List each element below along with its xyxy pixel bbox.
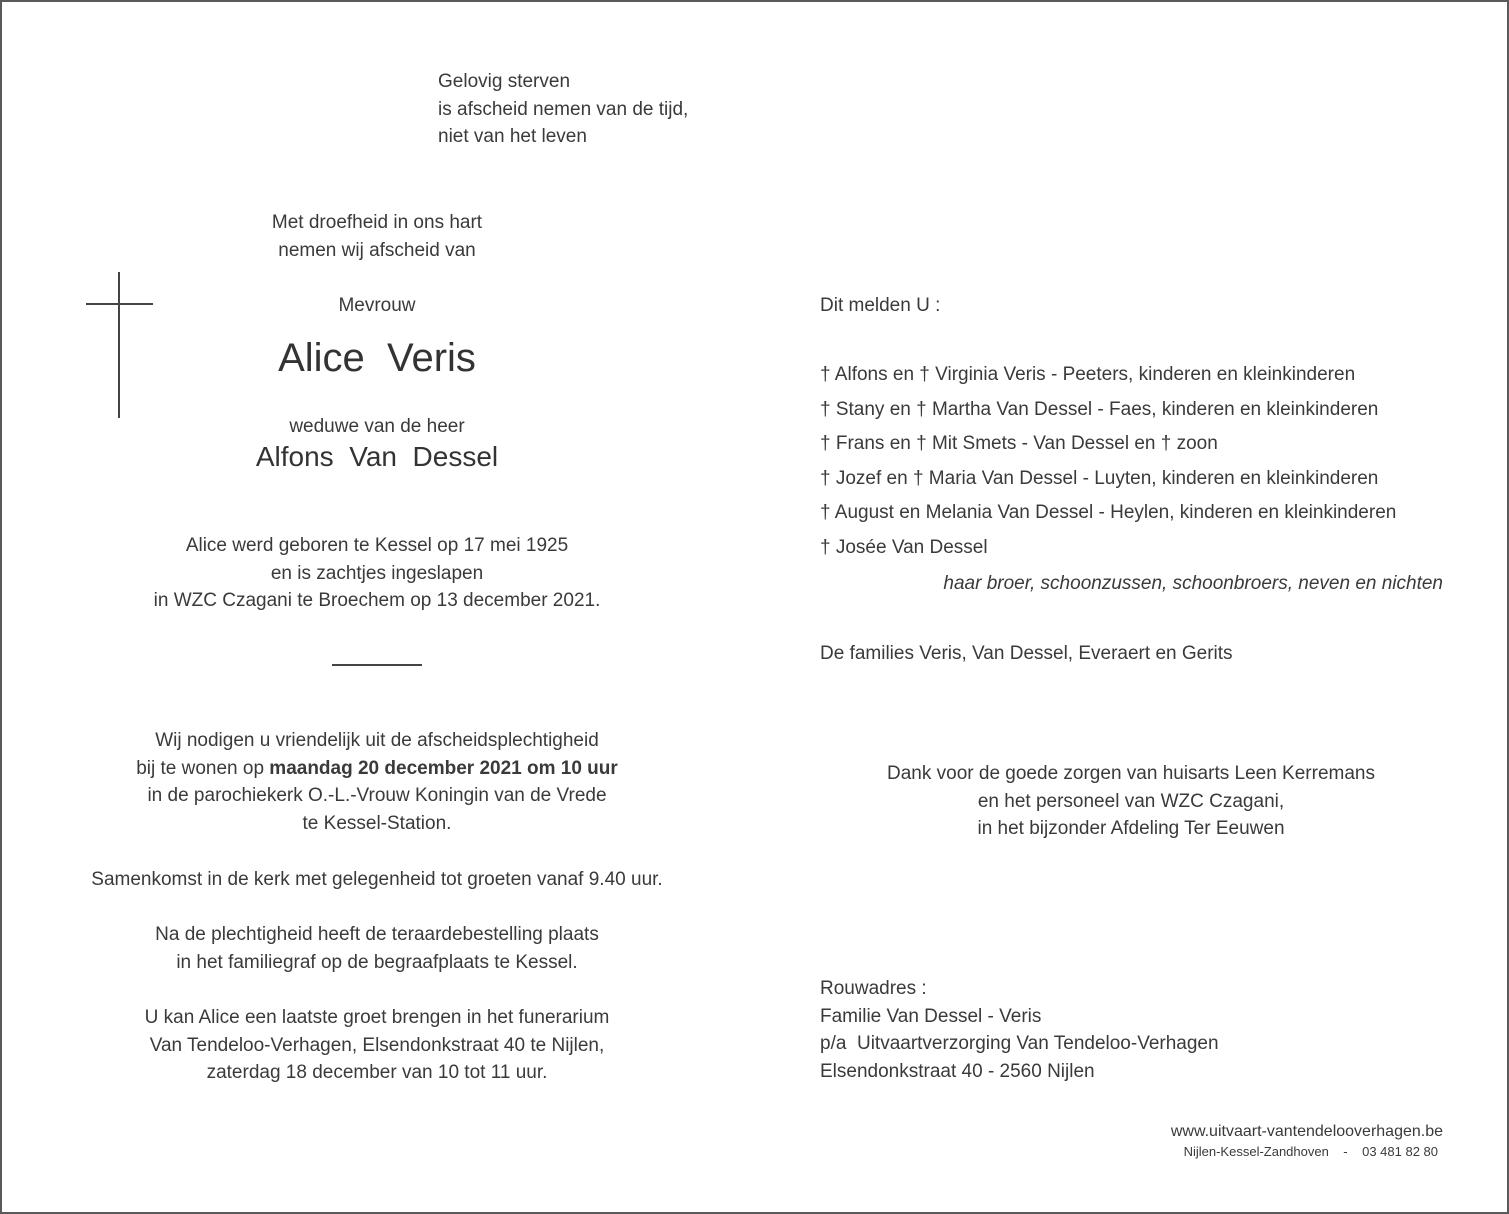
family-list: [820, 358, 1396, 566]
website-link[interactable]: www.uitvaart-vantendelooverhagen.be: [1170, 1123, 1443, 1140]
deceased-name-text: Alice Veris: [278, 336, 476, 380]
thanks-line: Dank voor de goede zorgen van huisarts Leen Kerremans: [887, 763, 1375, 784]
announce: [820, 292, 940, 320]
footer: [1000, 1122, 1443, 1142]
relatives-text: haar broer, schoonzussen, schoonbroers, neven en nichten: [943, 573, 1443, 594]
footer-separator: -: [1343, 1144, 1348, 1159]
address-line: Elsendonkstraat 40 - 2560 Nijlen: [820, 1060, 1095, 1082]
birth-death: [77, 532, 677, 615]
burial-line: in het familiegraf op de begraafplaats te Kessel.: [176, 951, 578, 973]
divider: [332, 664, 422, 666]
title: [177, 292, 577, 320]
cross-icon: [118, 272, 120, 418]
address-label: Rouwadres :: [820, 978, 927, 999]
burial-line: Na de plechtigheid heeft de teraardebestelling plaats: [155, 924, 599, 945]
visitation: [27, 1004, 727, 1087]
burial: [27, 921, 727, 976]
title-text: Mevrouw: [338, 295, 416, 316]
address-line: p/a Uitvaartverzorging Van Tendeloo-Verhagen: [820, 1033, 1219, 1054]
family-item: † Jozef en † Maria Van Dessel - Luyten, kinderen en kleinkinderen: [820, 467, 1379, 489]
thanks-line: in het bijzonder Afdeling Ter Eeuwen: [977, 818, 1285, 839]
invitation-line: in de parochiekerk O.-L.-Vrouw Koningin van de Vrede: [147, 785, 607, 806]
birth-death-line: Alice werd geboren te Kessel op 17 mei 1925: [185, 535, 569, 556]
deceased-name: [127, 334, 627, 382]
families-text: De families Veris, Van Dessel, Everaert en Gerits: [820, 643, 1233, 664]
intro: [177, 209, 577, 264]
invitation-line: [27, 755, 727, 783]
thanks-line: en het personeel van WZC Czagani,: [977, 790, 1285, 812]
relatives: [820, 570, 1443, 598]
family-item: † Frans en † Mit Smets - Van Dessel en † zoon: [820, 433, 1218, 455]
family-item: † Stany en † Martha Van Dessel - Faes, kinderen en kleinkinderen: [820, 398, 1379, 420]
announce-text: Dit melden U :: [820, 295, 941, 316]
invitation-line: Wij nodigen u vriendelijk uit de afscheidsplechtigheid: [155, 730, 599, 751]
family-item: † August en Melania Van Dessel - Heylen, kinderen en kleinkinderen: [820, 502, 1397, 524]
service-datetime: maandag 20 december 2021 om 10 uur: [269, 757, 618, 779]
visitation-line: zaterdag 18 december van 10 tot 11 uur.: [206, 1062, 548, 1083]
birth-death-line: en is zachtjes ingeslapen: [270, 562, 484, 584]
motto-line: Gelovig sterven: [438, 71, 571, 92]
widow-of: [177, 413, 577, 441]
footer-locations: Nijlen-Kessel-Zandhoven: [1183, 1144, 1329, 1159]
invitation-prefix: bij te wonen op: [136, 757, 270, 779]
invitation-line: te Kessel-Station.: [302, 812, 452, 834]
motto: [438, 68, 688, 151]
gathering: [27, 866, 727, 894]
address-line: Familie Van Dessel - Veris: [820, 1005, 1042, 1027]
thanks: [831, 760, 1431, 843]
footer-phone: 03 481 82 80: [1362, 1144, 1438, 1159]
footer-contact: [1000, 1143, 1438, 1161]
family-item: † Alfons en † Virginia Veris - Peeters, kinderen en kleinkinderen: [820, 364, 1356, 385]
motto-line: niet van het leven: [438, 126, 587, 147]
visitation-line: U kan Alice een laatste groet brengen in het funerarium: [144, 1007, 610, 1028]
gathering-text: Samenkomst in de kerk met gelegenheid tot groeten vanaf 9.40 uur.: [91, 869, 663, 890]
spouse-name: [127, 440, 627, 474]
widow-of-text: weduwe van de heer: [289, 416, 465, 437]
motto-line: is afscheid nemen van de tijd,: [438, 98, 689, 120]
invitation: [27, 727, 727, 837]
visitation-line: Van Tendeloo-Verhagen, Elsendonkstraat 40 te Nijlen,: [149, 1034, 605, 1056]
families: [820, 640, 1233, 668]
birth-death-line: in WZC Czagani te Broechem op 13 december 2021.: [153, 590, 601, 611]
intro-line: nemen wij afscheid van: [278, 239, 476, 261]
mourning-address: [820, 975, 1219, 1085]
cross-icon-bar: [86, 303, 153, 305]
intro-line: Met droefheid in ons hart: [271, 212, 483, 233]
spouse-name-text: Alfons Van Dessel: [255, 441, 499, 472]
family-item: † Josée Van Dessel: [820, 536, 988, 558]
